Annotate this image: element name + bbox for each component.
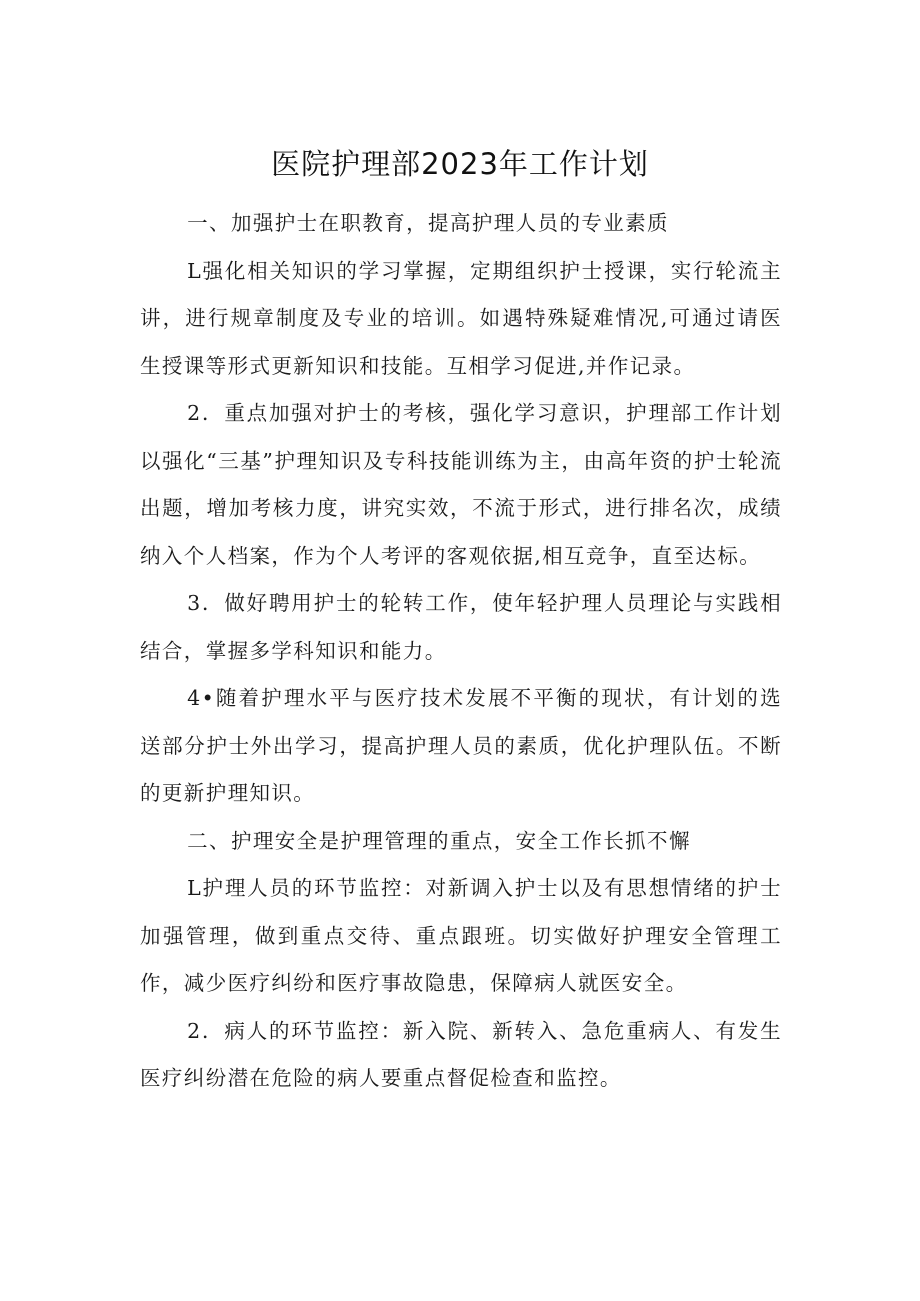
paragraph: L强化相关知识的学习掌握，定期组织护士授课，实行轮流主讲，进行规章制度及专业的培训。如遇特殊疑难情况,可通过请医生授课等形式更新知识和技能。互相学习促进,并作记录。 xyxy=(140,258,782,378)
paragraph: 2．病人的环节监控：新入院、新转入、急危重病人、有发生医疗纠纷潜在危险的病人要重点督促检查和监控。 xyxy=(140,1018,782,1090)
document-title: 医院护理部2023年工作计划 xyxy=(271,147,649,181)
paragraph: 2．重点加强对护士的考核，强化学习意识，护理部工作计划以强化“三基”护理知识及专科技能训练为主，由高年资的护士轮流出题，增加考核力度，讲究实效，不流于形式，进行排名次，成绩纳入个人档案，作为个人考评的客观依据,相互竞争，直至达标。 xyxy=(140,401,782,568)
document-body xyxy=(140,200,782,1103)
paragraph: L护理人员的环节监控：对新调入护士以及有思想情绪的护士加强管理，做到重点交待、重点跟班。切实做好护理安全管理工作，减少医疗纠纷和医疗事故隐患，保障病人就医安全。 xyxy=(140,876,782,995)
paragraph: 3．做好聘用护士的轮转工作，使年轻护理人员理论与实践相结合，掌握多学科知识和能力。 xyxy=(140,591,782,663)
section-heading-2: 二、护理安全是护理管理的重点，安全工作长抓不懈 xyxy=(187,828,691,853)
paragraph: 4•随着护理水平与医疗技术发展不平衡的现状，有计划的选送部分护士外出学习，提高护理人员的素质，优化护理队伍。不断的更新护理知识。 xyxy=(140,686,782,805)
section-heading-1: 一、加强护士在职教育，提高护理人员的专业素质 xyxy=(187,211,669,235)
